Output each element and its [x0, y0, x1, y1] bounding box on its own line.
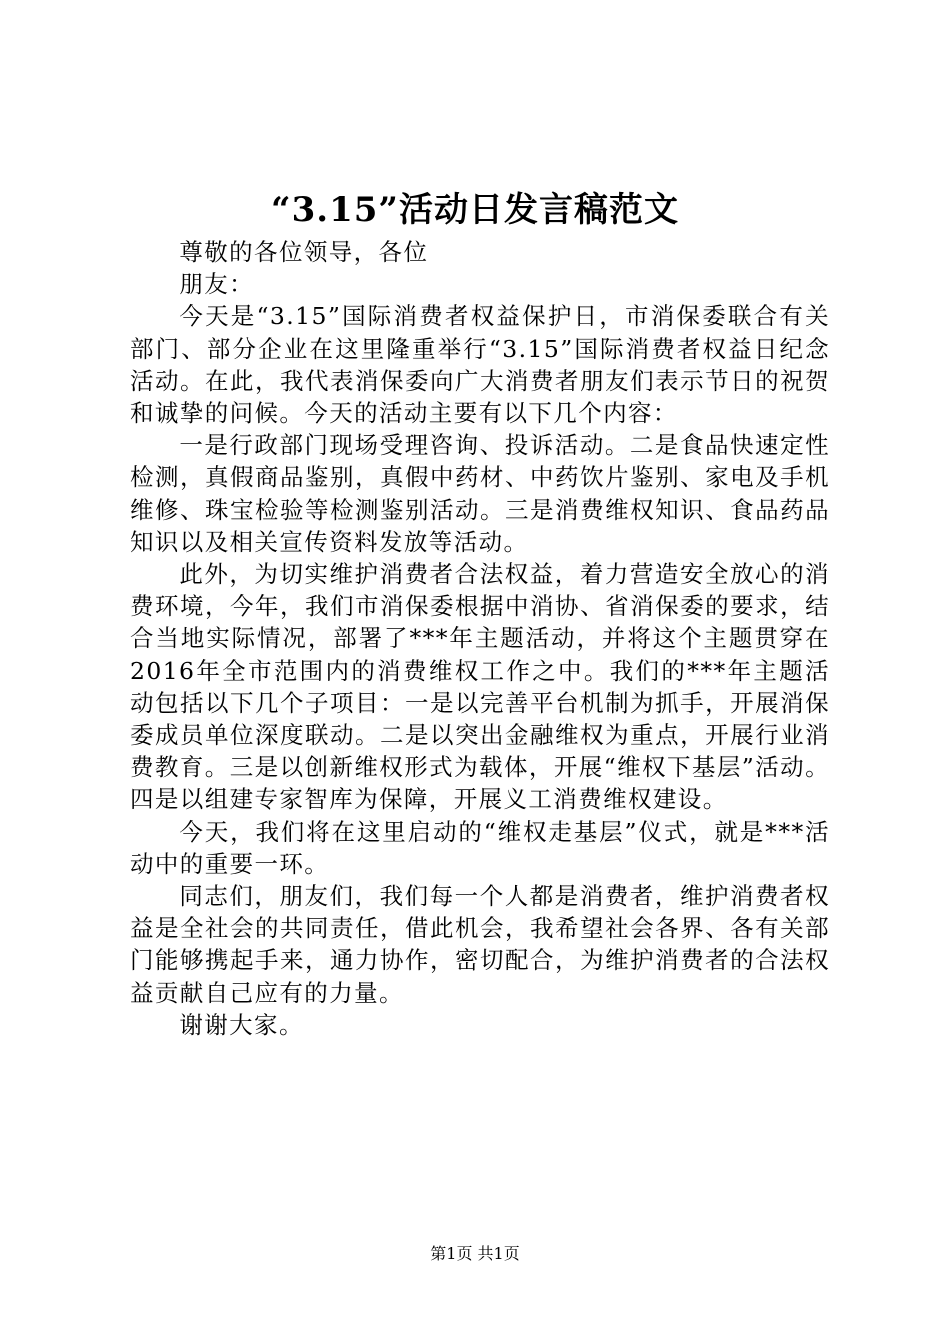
body-paragraph: 此外，为切实维护消费者合法权益，着力营造安全放心的消费环境，今年，我们市消保委根据中消协、省消保委的要求，结合当地实际情况，部署了***年主题活动，并将这个主题贯穿在2016年全市范围内的消费维权工作之中。我们的***年主题活动包括以下几个子项目：一是以完善平台机制为抓手，开展消保委成员单位深度联动。二是以突出金融维权为重点，开展行业消费教育。三是以创新维权形式为载体，开展“维权下基层”活动。四是以组建专家智库为保障，开展义工消费维权建设。	[130, 560, 830, 814]
greeting-line: 尊敬的各位领导，各位	[179, 238, 429, 266]
document-body	[130, 236, 830, 1041]
greeting-line: 朋友：	[179, 270, 255, 299]
body-paragraph: 今天，我们将在这里启动的“维权走基层”仪式，就是***活动中的重要一环。	[130, 817, 830, 878]
closing-line: 谢谢大家。	[179, 1010, 304, 1039]
page-number-footer: 第1页 共1页	[430, 1244, 520, 1263]
document-title: “3.15”活动日发言稿范文	[271, 190, 679, 230]
body-paragraph: 今天是“3.15”国际消费者权益保护日，市消保委联合有关部门、部分企业在这里隆重举行“3.15”国际消费者权益日纪念活动。在此，我代表消保委向广大消费者朋友们表示节日的祝贺和诚挚的问候。今天的活动主要有以下几个内容：	[130, 302, 830, 428]
body-paragraph: 同志们，朋友们，我们每一个人都是消费者，维护消费者权益是全社会的共同责任，借此机会，我希望社会各界、各有关部门能够携起手来，通力协作，密切配合，为维护消费者的合法权益贡献自己应有的力量。	[130, 882, 830, 1007]
body-paragraph: 一是行政部门现场受理咨询、投诉活动。二是食品快速定性检测，真假商品鉴别，真假中药材、中药饮片鉴别、家电及手机维修、珠宝检验等检测鉴别活动。三是消费维权知识、食品药品知识以及相关宣传资料发放等活动。	[130, 431, 830, 556]
